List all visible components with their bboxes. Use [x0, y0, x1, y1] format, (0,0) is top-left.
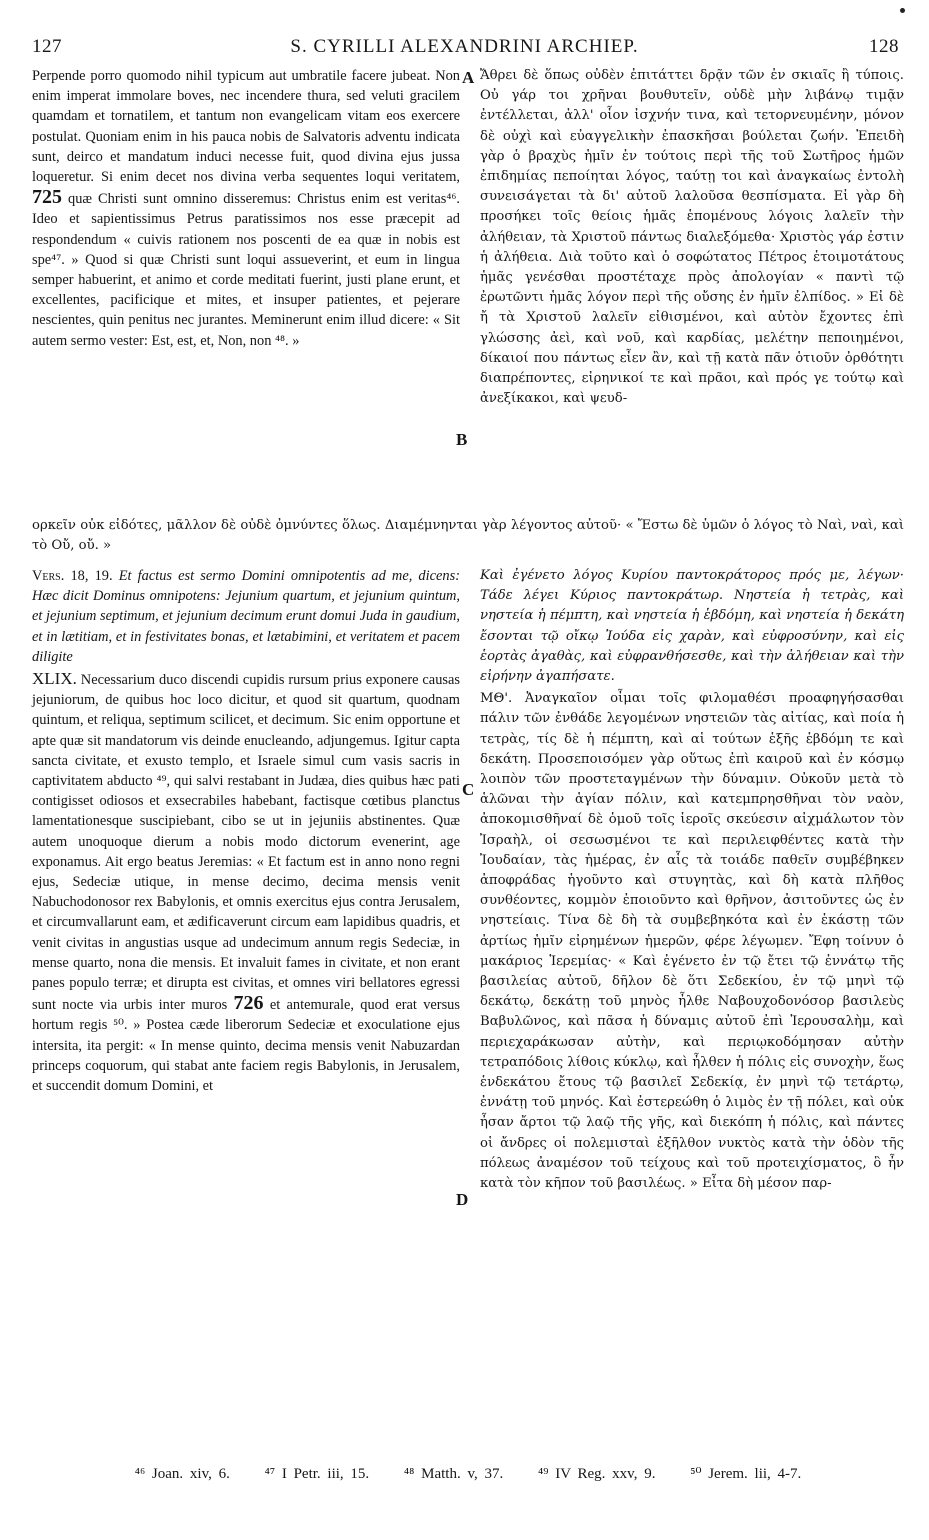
latin-section-text-continued: et antemurale, quod erat versus hortum regis ⁵⁰. » Postea cæde liberorum Sedeciæ et exoculatione ejus intersita, ita pergit: « In mense quinto, decima mensis venit Nabuzardan princeps coquorum, qui stabat ante faciem regis Babylonis, in Jerusalem, et succendit domum Domini, et	[32, 997, 460, 1095]
latin-paragraph-top: Perpende porro quomodo nihil typicum aut umbratile facere jubeat. Non enim imperat immolare boves, nec incendere thura, sed veluti gracilem quamdam et tornatilem, et tantum non evangelicam vitam eos exercere postulat. Quoniam enim in his pauca nobis de Salvatoris adventu indicata sunt, deirco et mandatum induci necesse fuit, quod divina ejus jussa loqueretur. Si enim decet nos divina verba sequentes loqui veritatem,	[32, 68, 460, 186]
running-title: S. CYRILLI ALEXANDRINI ARCHIEP.	[290, 36, 639, 57]
latin-paragraph-top-continued: quæ Christi sunt omnino disseremus: Christus enim est veritas⁴⁶. Ideo et sapientissimus Petrus paratissimos nos esse præcepit ad respondendum « cuivis rationem nos poscenti de ea quæ in nobis est spe⁴⁷. » Quod si quæ Christi sunt loqui assueverint, et eum in lingua semper habuerint, et animo et corde meditati fuerint, justi plane erunt, et excellentes, pacificique et mites, et insuper patientes, et pejerare nescientes, quin penitus nec jurantes. Meminerunt enim illud dicere: « Sit autem sermo vester: Est, est, et, Non, non ⁴⁸. »	[32, 191, 460, 349]
footnote-46: ⁴⁶ Joan. xiv, 6.	[134, 1466, 230, 1482]
latin-column-top	[32, 66, 460, 351]
section-label-greek: ΜΘ'.	[480, 691, 513, 707]
greek-column-top	[480, 66, 904, 409]
latin-verse-text: Et factus est sermo Domini omnipotentis ad me, dicens: Hæc dicit Dominus omnipotens: Jejunium quartum, et jejunium quintum, et jejunium septimum, et jejunium decimum erunt domui Juda in gaudium, et in lætitiam, et in festivitates bonas, et lætabimini, et veritatem et pacem diligite	[32, 568, 460, 665]
margin-letter-a: A	[462, 68, 475, 87]
latin-column-bottom	[32, 566, 460, 1096]
greek-section-text: Ἀναγκαῖον οἶμαι τοῖς φιλομαθέσι προαφηγήσασθαι πάλιν τῶν ἐνθάδε λεγομένων νηστειῶν τὰς αἰτίας, καὶ ποία ἡ τετρὰς, τίς δὲ ἡ πέμπτη, καὶ αἱ τούτων ἑξῆς ἑβδόμη τε καὶ δεκάτη. Προσεποισόμεν γὰρ οὕτως ἐπὶ καιροῦ καὶ ἐν κόσμῳ λοιπὸν τῶν προστεταγμένων τὴν δύναμιν. Οὐκοῦν μετὰ τὸ ἁλῶναι τὴν ἁγίαν πόλιν, καὶ κατεμπρησθῆναι τὸν ναὸν, ἀποκομισθῆναί δὲ ὁμοῦ τοῖς ἱεροῖς σκεύεσιν αἰχμάλωτον τὸν Ἰσραὴλ, οἱ σεσωσμένοι τε καὶ περιλειφθέντες κατὰ τὴν Ἰουδαίαν, τὰς ἡμέρας, ἐν αἷς τὰ τοιάδε παθεῖν συμβέβηκεν ἀποφράδας ἡγοῦντο καὶ στυγητὰς, καὶ δὴ κατὰ πλῆθος συνθέοντες, κομμὸν ἐποιοῦντο καὶ θρῆνον, ἀσιτοῦντες ὡς ἐν νηστείαις. Τίνα δὲ δὴ τὰ συμβεβηκότα καὶ ἐν ἑκάστῃ τῶν ἀρτίως ἡμῖν εἰρημένων ἡμερῶν, φέρε λέγωμεν. Ἔφη τοίνυν ὁ μακάριος Ἱερεμίας· « Καὶ ἐγένετο ἐν τῷ ἔτει τῷ ἐννάτῳ τῆς βασιλείας αὐτοῦ, δῆλον δὲ ὅτι Σεδεκίου, ἐν τῷ μηνὶ τῷ δεκάτῳ, δεκάτῃ τοῦ μηνὸς ἦλθε Ναβουχοδονόσορ βασιλεὺς Βαβυλῶνος, καὶ πᾶσα ἡ δύναμις αὐτοῦ ἐπὶ Ἱερουσαλὴμ, καὶ περιεχαράκωσαν αὐτὴν, καὶ περιῳκοδόμησαν αὐτὴν τετραπόδοις λίθοις κύκλῳ, καὶ ἦλθεν ἡ πόλις εἰς συνοχὴν, ἕως ἑνδεκάτου ἔτους τῷ βασιλεῖ Σεδεκίᾳ, ἐν μηνὶ τῷ τετάρτῳ, ἐννάτῃ τοῦ μηνός. Καὶ ἐστερεώθη ὁ λιμὸς ἐν τῇ πόλει, καὶ οὐκ ἦσαν ἄρτοι τῷ λαῷ τῆς γῆς, καὶ διεκόπη ἡ πόλις, καὶ πάντες οἱ ἄνδρες οἱ πολεμισταὶ ἐξῆλθον νυκτὸς κατὰ τὴν ὁδὸν τῆς πόλεως ἀναμέσον τοῦ τείχους καὶ τοῦ προτειχίσματος, ὃ ἦν κατὰ τὸν κῆπον τοῦ βασιλέως. » Εἶτα δὴ μέσον παρ-	[480, 691, 904, 1192]
footnote-50: ⁵⁰ Jerem. lii, 4-7.	[690, 1466, 802, 1482]
footnote-49: ⁴⁹ IV Reg. xxv, 9.	[538, 1466, 656, 1482]
margin-letter-c: C	[462, 780, 475, 799]
page-number-right: 128	[869, 36, 899, 57]
greek-column-bottom	[480, 566, 904, 1194]
margin-letter-b: B	[456, 430, 468, 449]
greek-verse-text: Καὶ ἐγένετο λόγος Κυρίου παντοκράτορος πρός με, λέγων· Τάδε λέγει Κύριος παντοκράτωρ. Νηστεία ἡ τετρὰς, καὶ νηστεία ἡ πέμπτη, καὶ νηστεία ἡ ἑβδόμη, καὶ νηστεία ἡ δεκάτη ἔσονται τῷ οἴκῳ Ἰούδα εἰς χαρὰν, καὶ εὐφροσύνην, καὶ εἰς ἑορτὰς ἀγαθὰς, καὶ εὐφρανθήσεσθε, καὶ τὴν ἀλήθειαν καὶ τὴν εἰρήνην ἀγαπήσατε.	[480, 568, 904, 685]
section-label-latin: XLIX.	[32, 669, 77, 689]
greek-spanning-line: ορκεῖν οὐκ εἰδότες, μᾶλλον δὲ οὐδὲ ὀμνύντες ὅλως. Διαμέμνηνται γὰρ λέγοντος αὐτοῦ· « Ἔστω δὲ ὑμῶν ὁ λόγος τὸ Ναὶ, ναὶ, καὶ τὸ Οὔ, οὔ. »	[32, 518, 904, 554]
page-number-left: 127	[32, 36, 62, 57]
verse-label: Vers. 18, 19.	[32, 568, 113, 584]
greek-paragraph-top: Ἄθρει δὲ ὅπως οὐδὲν ἐπιτάττει δρᾷν τῶν ἐν σκιαῖς ἢ τύποις. Οὐ γάρ τοι χρῆναι βουθυτεῖν, οὐδὲ μὴν λιβάνῳ τιμᾷν ἐντέλλεται, ἀλλ' οἷον ἰσχνήν τινα, καὶ τετορνευμένην, μόνον δὲ οὐχὶ καὶ εὐαγγελικὴν ἐπασκῆσαι βούλεται ζωήν. Ἐπειδὴ γὰρ ὁ βραχὺς ἡμῖν ἐν τούτοις περὶ τῆς τοῦ Σωτῆρος ἡμῶν ἐπιδημίας πεποίηται λόγος, ταύτῃ τοι καὶ ἀναγκαίως ἐντολὴ συνεισάγεται τὰ δι' αὐτοῦ λαλοῦσα θεσπίσματα. Εἰ γὰρ δὴ προσήκει τοῖς θείοις ἡμᾶς ἑπομένους λόγοις λαλεῖν τὴν ἀλήθειαν, τὰ Χριστοῦ πάντως διαλεξόμεθα· Χριστὸς γάρ ἐστιν ἡ ἀλήθεια. Διὰ τοῦτο καὶ ὁ σοφώτατος Πέτρος ἑτοιμοτάτους ἡμᾶς γενέσθαι προστέταχε πρὸς ἀπολογίαν « παντὶ τῷ ἐρωτῶντι ἡμᾶς λόγον περὶ τῆς οὔσης ἐν ἡμῖν ἐλπίδος. » Εἰ δὲ ἤ τὰ Χριστοῦ λαλεῖν εἰθισμένοι, καὶ αὐτὸν ἔχοντες ἐπὶ γλώσσης ἀεὶ, καὶ νοῦ, καὶ καρδίας, μελέτην πεποιημένοι, δίκαιοί που πάντως εἶεν ἂν, καὶ τῇ κατὰ πᾶν ὁτιοῦν ὀρθότητι διαπρέποντες, εἰρηνικοί τε καὶ πρᾶοι, καὶ πρός γε τούτῳ καὶ ἀνεξίκακοι, καὶ ψευδ-	[480, 68, 904, 407]
footnotes	[32, 1464, 904, 1483]
margin-letter-d: D	[456, 1190, 469, 1209]
footnote-47: ⁴⁷ I Petr. iii, 15.	[264, 1466, 370, 1482]
ink-speck	[900, 8, 905, 13]
footnote-48: ⁴⁸ Matth. v, 37.	[403, 1466, 504, 1482]
column-number-725: 725	[32, 186, 62, 209]
column-number-726: 726	[233, 992, 264, 1015]
latin-section-text: Necessarium duco discendi cupidis rursum prius exponere causas jejuniorum, de quibus hoc loco dicitur, et quod sit quartum, quodnam quintum, et reliqua, septimum scilicet, et decimum. Sic enim opportune et apte quæ sit mandatorum vis deinde enucleando, adjungemus. Igitur capta sancta civitate, et exusto templo, et Israele simul cum vasis sacris in captivitatem abducto ⁴⁹, qui salvi restabant in Judæa, dies quibus hæc pati contigisset odiosos et exsecrabiles habebant, factisque cœtibus planctus lamentationesque suscipiebant, cibo se ut in jejuniis abstinentes. Quæ autem unoquoque dierum a nobis modo dictorum evenerint, age exponamus. Ait ergo beatus Jeremias: « Et factum est in anno nono regni ejus, Sedeciæ utique, in mense decimo, decima mensis venit Nabuchodonosor rex Babylonis, et omnis exercitus ejus contra Jerusalem, et circumvallarunt eam, et ædificaverunt circum eam lapidibus quadris, et venit civitas in angustias usque ad undecimum annum regis Sedeciæ, in mense quarto, nona die mensis. Et invaluit fames in civitate, et non erant panes populo terræ; et dirupta est civitas, et omnes viri bellatores egressi sunt nocte via urbis inter muros	[32, 672, 460, 1014]
